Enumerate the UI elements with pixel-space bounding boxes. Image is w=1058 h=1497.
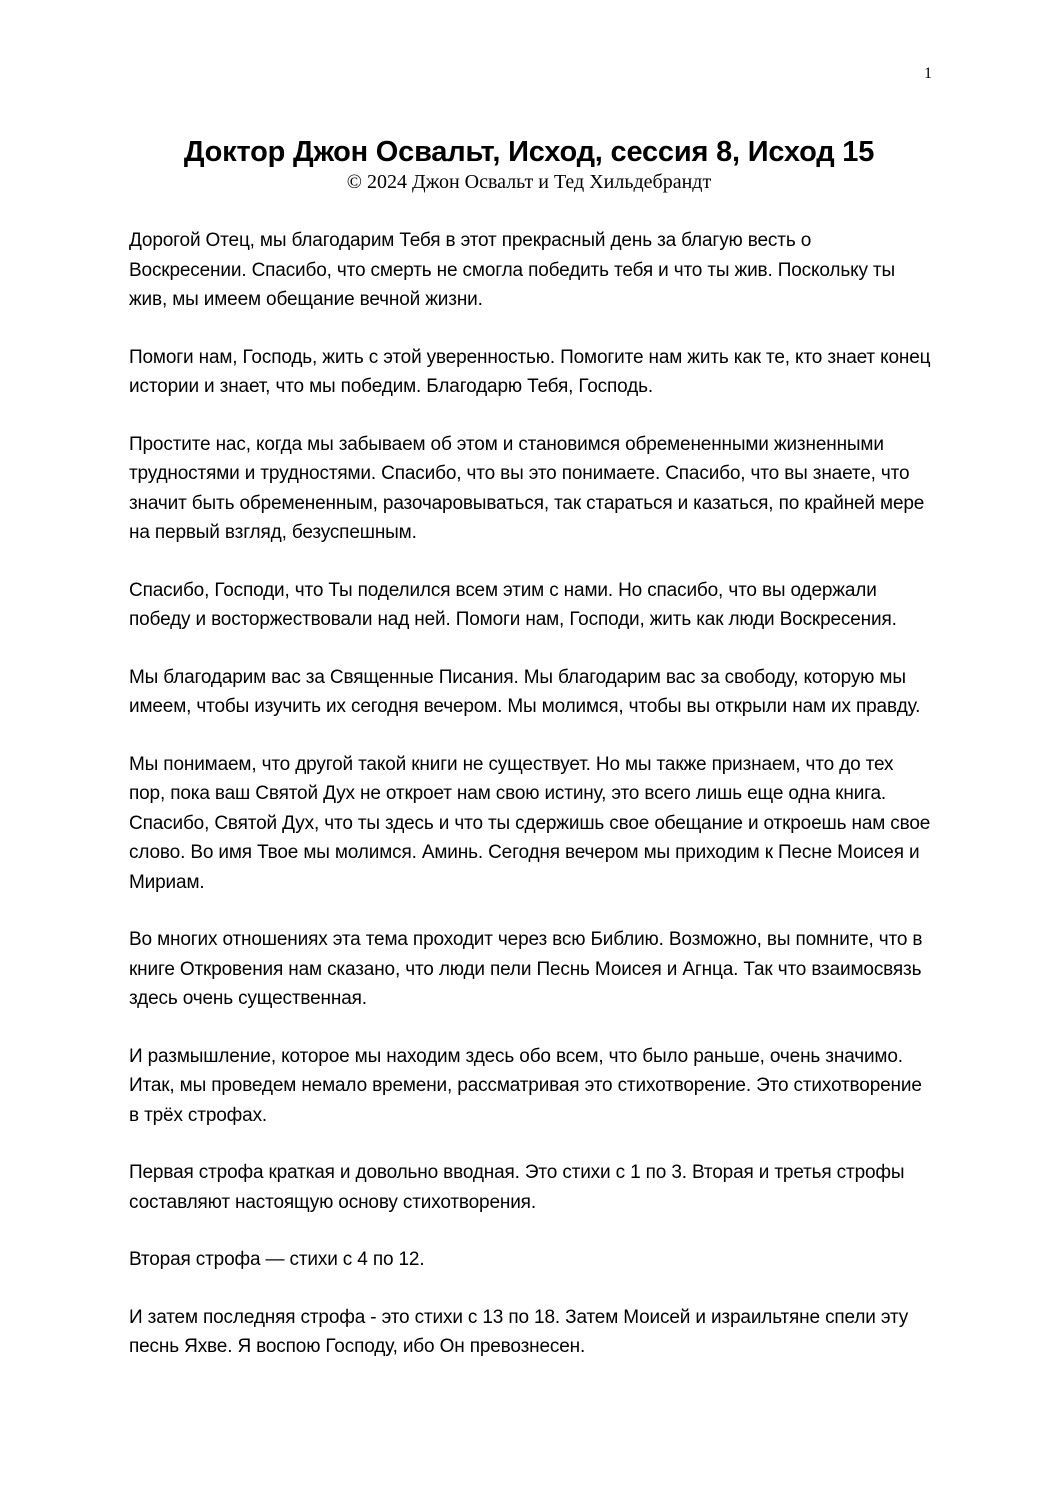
document-header	[0, 134, 1058, 194]
paragraph: Первая строфа краткая и довольно вводная. Это стихи с 1 по 3. Вторая и третья строфы составляют настоящую основу стихотворения.	[129, 1162, 905, 1213]
paragraph: Помоги нам, Господь, жить с этой уверенностью. Помогите нам жить как те, кто знает конец истории и знает, что мы победим. Благодарю Тебя, Господь.	[129, 346, 931, 397]
paragraph: Во многих отношениях эта тема проходит через всю Библию. Возможно, вы помните, что в книге Откровения нам сказано, что люди пели Песнь Моисея и Агнца. Так что взаимосвязь здесь очень существенная.	[129, 929, 923, 1009]
paragraph: И размышление, которое мы находим здесь обо всем, что было раньше, очень значимо. Итак, мы проведем немало времени, рассматривая это стихотворение. Это стихотворение в трёх строфах.	[129, 1045, 922, 1126]
document-body	[129, 226, 933, 1390]
paragraph: Спасибо, Господи, что Ты поделился всем этим с нами. Но спасибо, что вы одержали победу и восторжествовали над ней. Помоги нам, Господи, жить как люди Воскресения.	[129, 579, 897, 630]
paragraph: Дорогой Отец, мы благодарим Тебя в этот прекрасный день за благую весть о Воскресении. Спасибо, что смерть не смогла победить тебя и что ты жив. Поскольку ты жив, мы имеем обещание вечной жизни.	[129, 230, 895, 310]
document-title: Доктор Джон Освальт, Исход, сессия 8, Исход 15	[183, 136, 875, 168]
paragraph: Мы благодарим вас за Священные Писания. Мы благодарим вас за свободу, которую мы имеем, чтобы изучить их сегодня вечером. Мы молимся, чтобы вы открыли нам их правду.	[129, 666, 921, 717]
copyright-line: © 2024 Джон Освальт и Тед Хильдебрандт	[346, 171, 712, 193]
page-number: 1	[924, 65, 932, 82]
paragraph: Мы понимаем, что другой такой книги не существует. Но мы также признаем, что до тех пор, пока ваш Святой Дух не откроет нам свою истину, это всего лишь еще одна книга. Спасибо, Святой Дух, что ты здесь и что ты сдержишь свое обещание и откроешь нам свое слово. Во имя Твое мы молимся. Аминь. Сегодня вечером мы приходим к Песне Моисея и Мириам.	[129, 753, 931, 893]
paragraph: Простите нас, когда мы забываем об этом и становимся обремененными жизненными трудностями и трудностями. Спасибо, что вы это понимаете. Спасибо, что вы знаете, что значит быть обремененным, разочаровываться, так стараться и казаться, по крайней мере на первый взгляд, безуспешным.	[129, 433, 925, 543]
paragraph: Вторая строфа — стихи с 4 по 12.	[129, 1249, 425, 1270]
paragraph: И затем последняя строфа - это стихи с 13 по 18. Затем Моисей и израильтяне спели эту песнь Яхве. Я воспою Господу, ибо Он превознесен.	[129, 1306, 909, 1357]
